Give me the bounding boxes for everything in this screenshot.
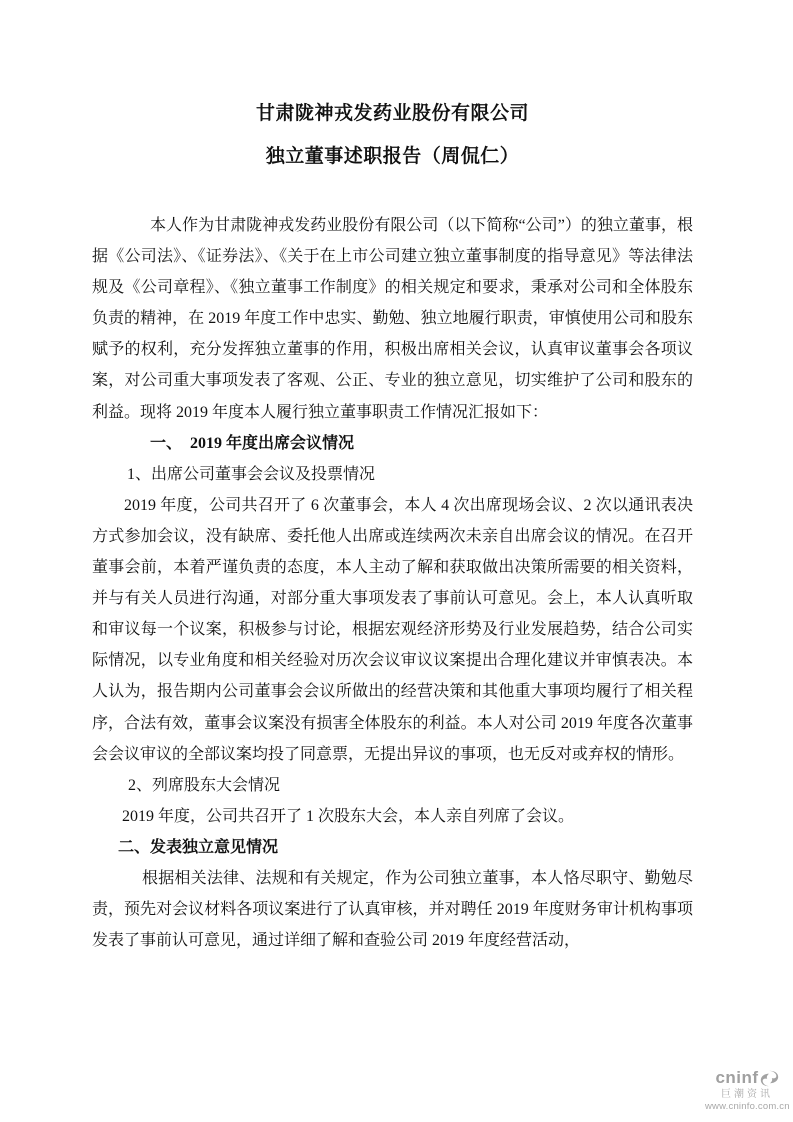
document-content (92, 101, 693, 956)
cninfo-url: www.cninfo.com.cn (705, 1100, 790, 1112)
section-heading-1-meeting-attendance: 一、 2019 年度出席会议情况 (150, 434, 355, 452)
paragraph-independent-opinions: 根据相关法律、法规和有关规定，作为公司独立董事，本人恪尽职守、勤勉尽责，预先对会议材料各项议案进行了认真审核，并对聘任 2019 年度财务审计机构事项发表了事前认可意见，通过详细了解和查验公司 2019 年度经营活动， (92, 869, 693, 950)
document-title-company: 甘肃陇神戎发药业股份有限公司 (255, 103, 529, 124)
cninfo-chinese-name: 巨潮资讯 (721, 1088, 773, 1100)
subheading-2-shareholder-meetings: 2、列席股东大会情况 (128, 776, 281, 794)
cninfo-watermark (705, 1069, 789, 1112)
document-title-report: 独立董事述职报告（周侃仁） (265, 146, 520, 167)
paragraph-intro: 本人作为甘肃陇神戎发药业股份有限公司（以下简称“公司”）的独立董事，根据《公司法》、《证券法》、《关于在上市公司建立独立董事制度的指导意见》等法律法规及《公司章程》、《独立董事工作制度》的相关规定和要求，秉承对公司和全体股东负责的精神，在 2019 年度工作中忠实、勤勉、独立地履行职责，审慎使用公司和股东赋予的权利，充分发挥独立董事的作用，积极出席相关会议，认真审议董事会各项议案，对公司重大事项发表了客观、公正、专业的独立意见，切实维护了公司和股东的利益。现将 2019 年度本人履行独立董事职责工作情况汇报如下： (92, 217, 693, 421)
cninfo-swirl-icon (760, 1070, 779, 1087)
cninfo-logo-row (705, 1069, 789, 1088)
paragraph-board-meeting-details: 2019 年度，公司共召开了 6 次董事会，本人 4 次出席现场会议、2 次以通讯表决方式参加会议，没有缺席、委托他人出席或连续两次未亲自出席会议的情况。在召开董事会前，本着严谨负责的态度，本人主动了解和获取做出决策所需要的相关资料，并与有关人员进行沟通，对部分重大事项发表了事前认可意见。会上，本人认真听取和审议每一个议案，积极参与讨论，根据宏观经济形势及行业发展趋势，结合公司实际情况，以专业角度和相关经验对历次会议审议议案提出合理化建议并审慎表决。本人认为，报告期内公司董事会会议所做出的经营决策和其他重大事项均履行了相关程序，合法有效，董事会议案没有损害全体股东的利益。本人对公司 2019 年度各次董事会会议审议的全部议案均投了同意票，无提出异议的事项，也无反对或弃权的情形。 (92, 496, 693, 763)
subheading-1-board-meetings: 1、出席公司董事会会议及投票情况 (127, 465, 376, 483)
section-heading-2-independent-opinions: 二、发表独立意见情况 (118, 838, 279, 856)
document-body (92, 210, 693, 956)
paragraph-shareholder-meeting-details: 2019 年度，公司共召开了 1 次股东大会，本人亲自列席了会议。 (122, 807, 575, 825)
cninfo-logo-text: cninf (715, 1067, 759, 1087)
